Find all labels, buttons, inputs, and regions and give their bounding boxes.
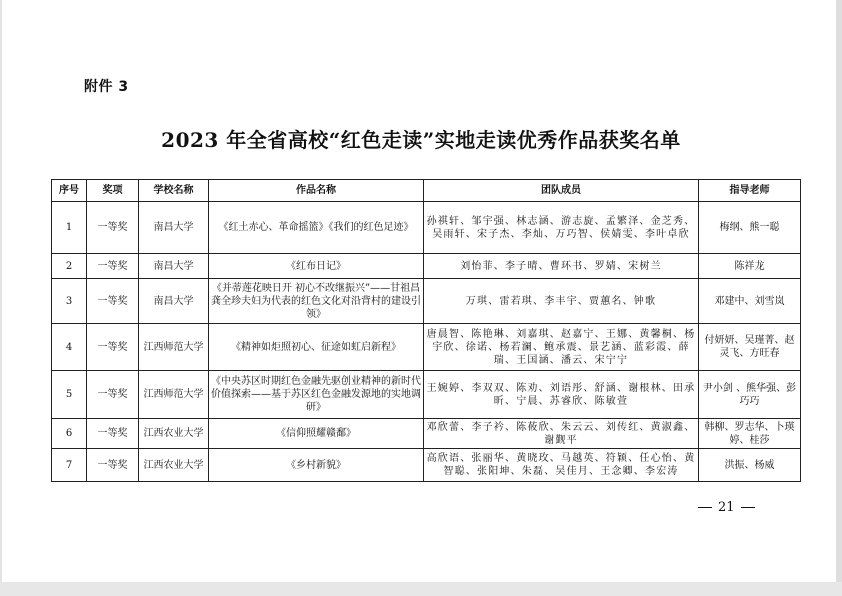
cell-school: 南昌大学 bbox=[139, 202, 209, 254]
cell-no: 2 bbox=[52, 254, 87, 279]
cell-no: 7 bbox=[52, 449, 87, 482]
table-row bbox=[52, 202, 801, 254]
cell-members: 王婉婷、李双双、陈劝、刘语彤、舒涵、谢根林、田承昕、宁晨、苏睿欣、陈敏萱 bbox=[424, 371, 699, 419]
document-title: 2023 年全省高校“红色走读”实地走读优秀作品获奖名单 bbox=[161, 128, 681, 152]
cell-school: 南昌大学 bbox=[139, 279, 209, 324]
cell-award: 一等奖 bbox=[87, 449, 139, 482]
cell-school: 江西农业大学 bbox=[139, 449, 209, 482]
cell-work: 《中央苏区时期红色金融先驱创业精神的新时代价值探索——基于苏区红色金融发源地的实地调研》 bbox=[209, 371, 424, 419]
cell-no: 3 bbox=[52, 279, 87, 324]
table-row bbox=[52, 419, 801, 449]
cell-advisors: 邓建中、刘雪岚 bbox=[699, 279, 801, 324]
cell-work: 《乡村新貌》 bbox=[209, 449, 424, 482]
cell-members: 高欣语、张丽华、黄晓玫、马越英、符颖、任心怡、黄智聪、张阳坤、朱磊、吴佳月、王念卿、李宏涛 bbox=[424, 449, 699, 482]
cell-award: 一等奖 bbox=[87, 202, 139, 254]
cell-no: 6 bbox=[52, 419, 87, 449]
cell-school: 江西师范大学 bbox=[139, 371, 209, 419]
cell-advisors: 洪振、杨威 bbox=[699, 449, 801, 482]
cell-work: 《信仰照耀赣鄱》 bbox=[209, 419, 424, 449]
cell-work: 《红布日记》 bbox=[209, 254, 424, 279]
cell-advisors: 梅纲、熊一聪 bbox=[699, 202, 801, 254]
cell-school: 江西师范大学 bbox=[139, 324, 209, 371]
awards-table bbox=[51, 179, 801, 482]
cell-members: 刘怡菲、李子晴、曹环书、罗婧、宋树兰 bbox=[424, 254, 699, 279]
header-advisors: 指导老师 bbox=[699, 180, 801, 202]
cell-members: 唐晨智、陈艳琳、刘嘉琪、赵嘉宁、王娜、黄馨桐、杨宇欣、徐诺、杨若澜、鲍承震、景艺涵、蓝彩霞、薛瑞、王国涵、潘云、宋宁宁 bbox=[424, 324, 699, 371]
table-row bbox=[52, 449, 801, 482]
page-edge-left bbox=[0, 0, 2, 596]
page-number bbox=[698, 500, 755, 515]
cell-no: 4 bbox=[52, 324, 87, 371]
cell-award: 一等奖 bbox=[87, 324, 139, 371]
cell-advisors: 付妍妍、吴瑾菁、赵灵飞、方旺春 bbox=[699, 324, 801, 371]
header-no: 序号 bbox=[52, 180, 87, 202]
attachment-label: 附件 3 bbox=[84, 79, 129, 95]
cell-school: 江西农业大学 bbox=[139, 419, 209, 449]
cell-work: 《精神如炬照初心、征途如虹启新程》 bbox=[209, 324, 424, 371]
header-school: 学校名称 bbox=[139, 180, 209, 202]
cell-school: 南昌大学 bbox=[139, 254, 209, 279]
cell-award: 一等奖 bbox=[87, 254, 139, 279]
header-award: 奖项 bbox=[87, 180, 139, 202]
cell-advisors: 韩柳、罗志华、卜瑛婷、桂莎 bbox=[699, 419, 801, 449]
cell-award: 一等奖 bbox=[87, 279, 139, 324]
page-number-value: 21 bbox=[718, 500, 735, 515]
table-row bbox=[52, 254, 801, 279]
cell-members: 万琪、雷若琪、李丰宇、贾蕙名、钟歌 bbox=[424, 279, 699, 324]
page-number-dash-right bbox=[741, 507, 755, 508]
cell-work: 《并蒂莲花映日开 初心不改继振兴”——甘祖昌龚全珍夫妇为代表的红色文化对沿背村的建设引领》 bbox=[209, 279, 424, 324]
header-work: 作品名称 bbox=[209, 180, 424, 202]
table-header-row bbox=[52, 180, 801, 202]
page-edge-right bbox=[836, 0, 842, 596]
table-row bbox=[52, 371, 801, 419]
table-row bbox=[52, 279, 801, 324]
cell-members: 孙祺轩、邹宇强、林志涵、游志旋、孟繁泽、金芝秀、吴雨轩、宋子杰、李灿、万巧智、侯婧雯、李叶卓欣 bbox=[424, 202, 699, 254]
cell-advisors: 陈祥龙 bbox=[699, 254, 801, 279]
page-edge-bottom bbox=[0, 582, 842, 596]
cell-work: 《红土赤心、革命摇篮》《我们的红色足迹》 bbox=[209, 202, 424, 254]
cell-no: 1 bbox=[52, 202, 87, 254]
cell-award: 一等奖 bbox=[87, 371, 139, 419]
cell-advisors: 尹小剑 、熊华强、彭巧巧 bbox=[699, 371, 801, 419]
cell-no: 5 bbox=[52, 371, 87, 419]
table-row bbox=[52, 324, 801, 371]
cell-members: 邓欣蕾、李子衿、陈莜欣、朱云云、刘传红、黄淑鑫、谢觐平 bbox=[424, 419, 699, 449]
header-members: 团队成员 bbox=[424, 180, 699, 202]
page-number-dash-left bbox=[698, 507, 712, 508]
cell-award: 一等奖 bbox=[87, 419, 139, 449]
